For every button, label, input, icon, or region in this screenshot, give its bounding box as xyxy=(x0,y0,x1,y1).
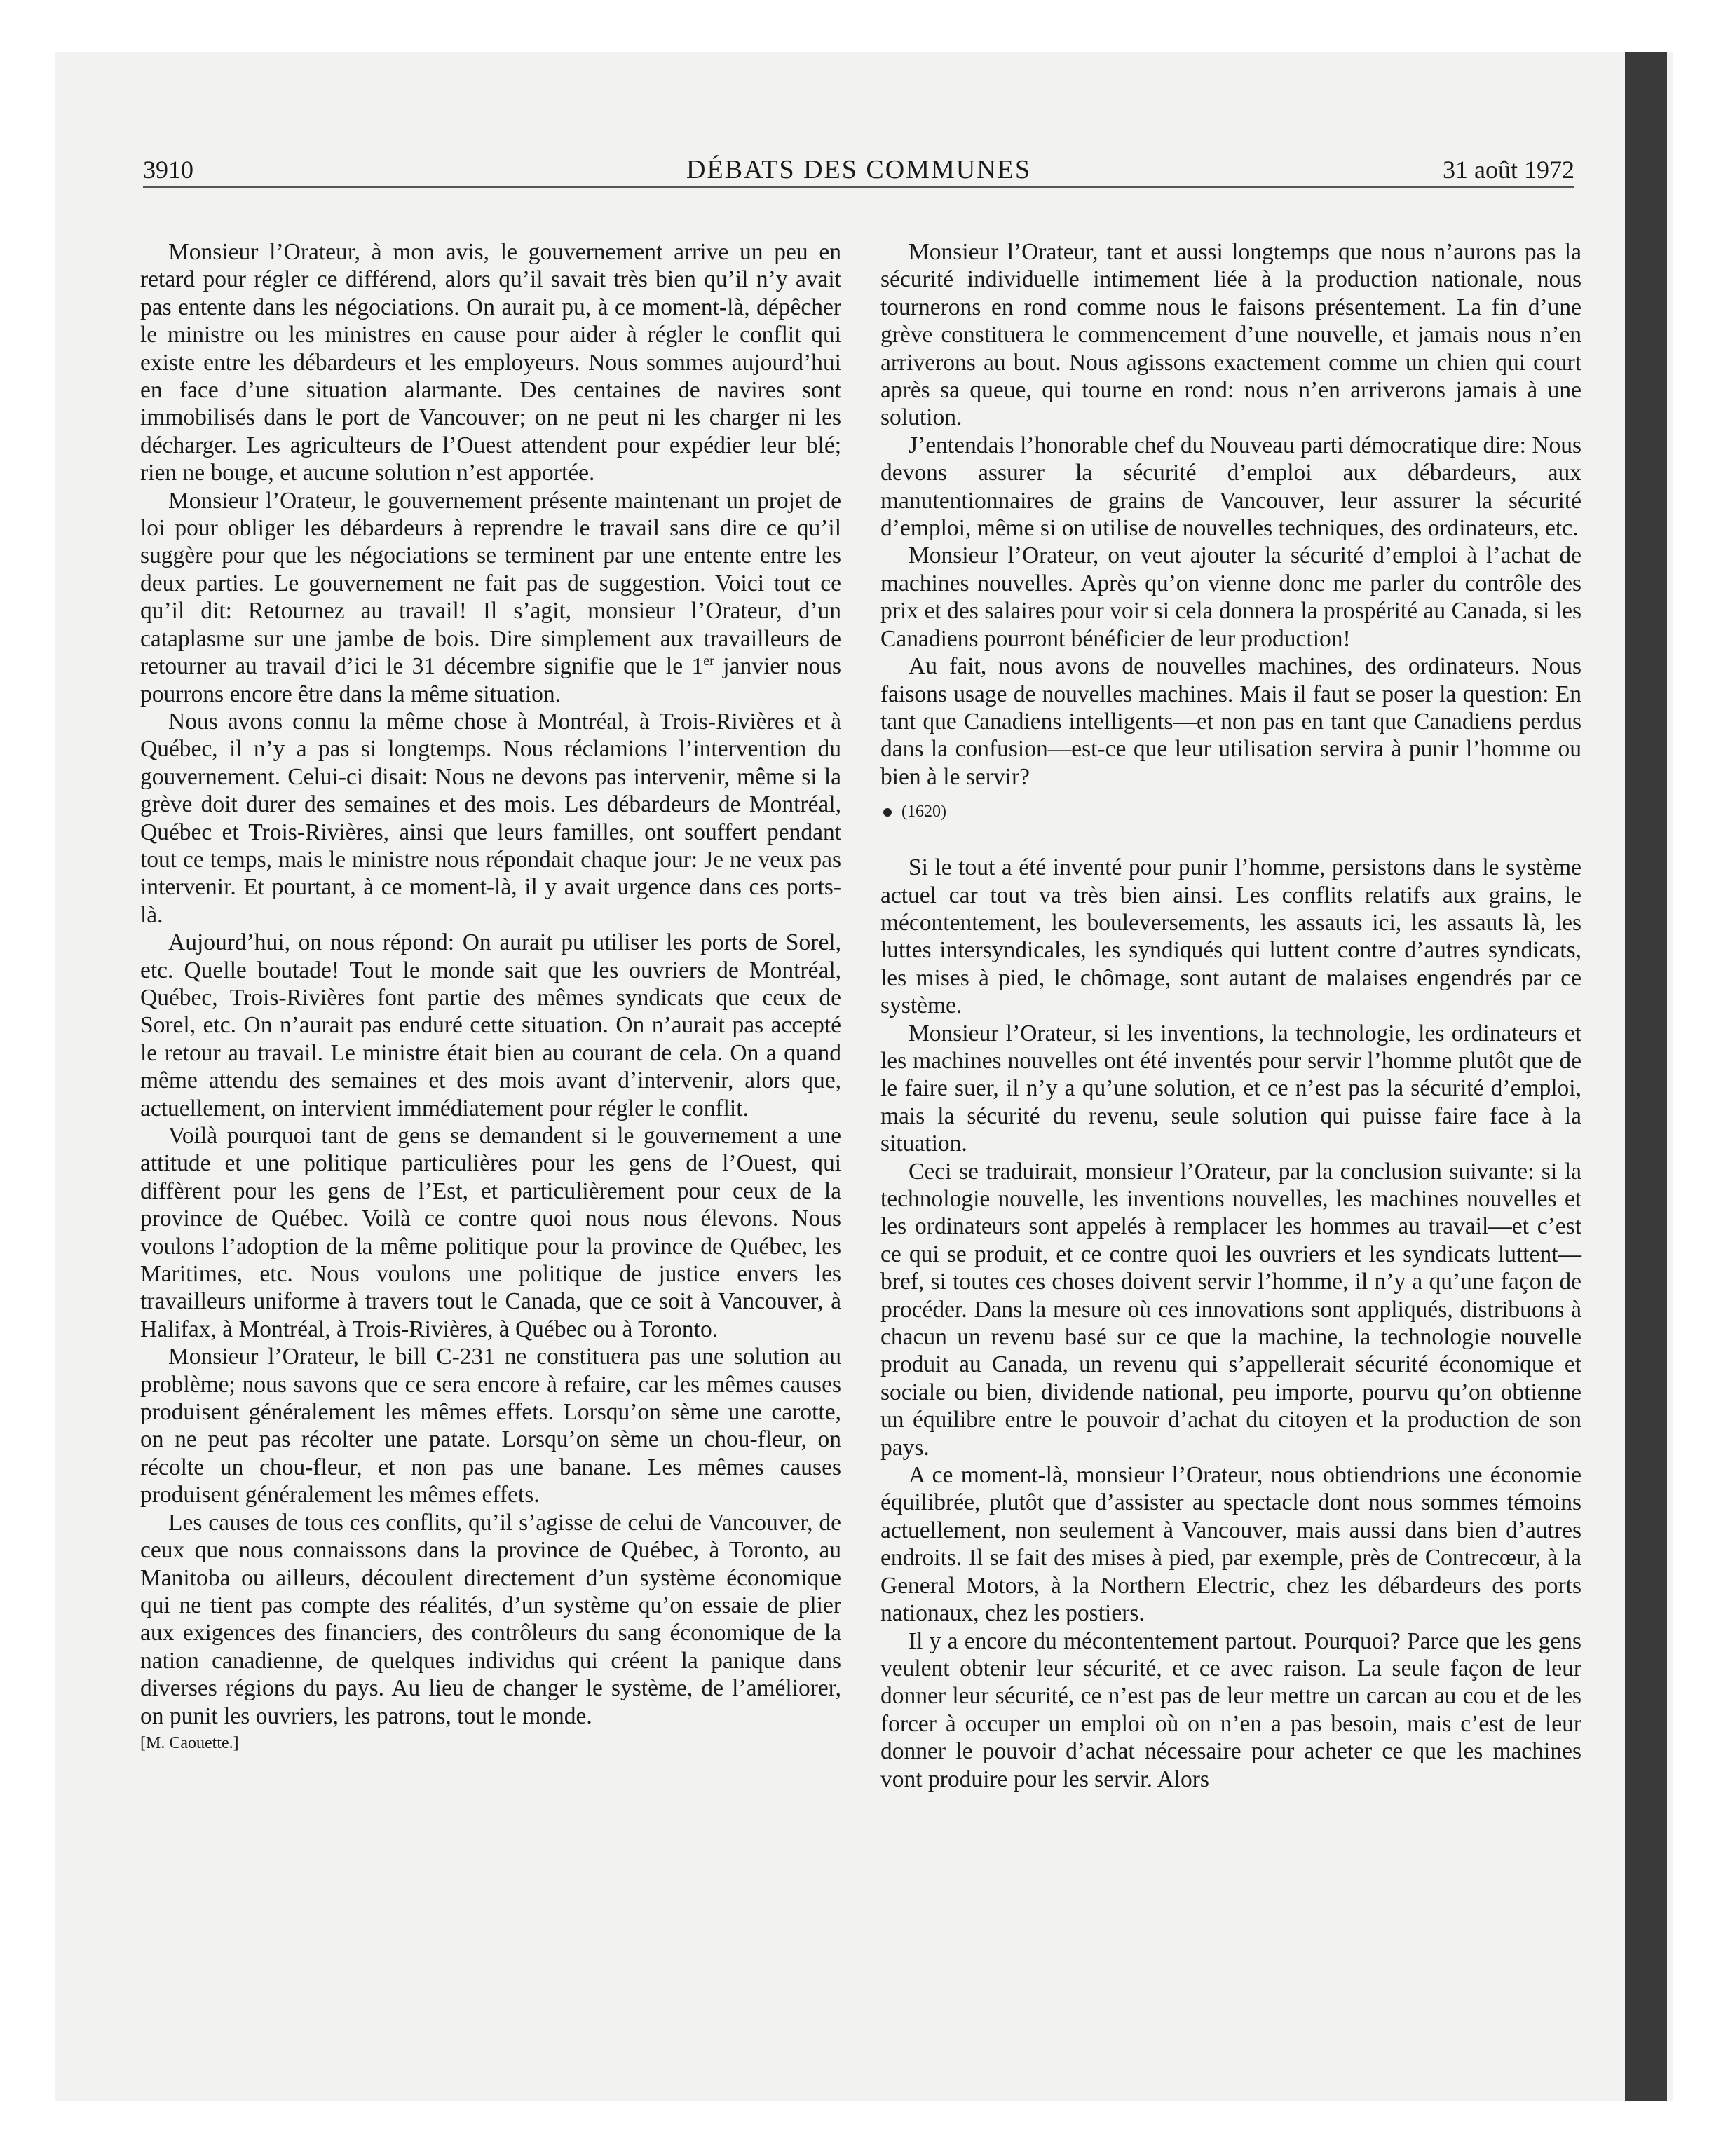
ordinal-superscript: er xyxy=(703,653,714,669)
left-column xyxy=(140,238,841,1757)
speaker-attribution: [M. Caouette.] xyxy=(140,1733,239,1752)
paragraph: A ce moment-là, monsieur l’Orateur, nous obtiendrions une économie équilibrée, plutôt que d’assister au spectacle dont nous sommes témoins actuellement, non seulement à Vancouver, mais aussi dans bien d’autres endroits. Il se fait des mises à pied, par exemple, près de Contrecœur, à la General Motors, à la Northern Electric, chez les débardeurs des ports nationaux, chez les postiers. xyxy=(880,1462,1581,1627)
paragraph: Les causes de tous ces conflits, qu’il s’agisse de celui de Vancouver, de ceux que nous connaissons dans la province de Québec, à Toronto, au Manitoba ou ailleurs, découlent directement d’un système économique qui ne tient pas compte des réalités, d’un système qu’on essaie de plier aux exigences des financiers, des contrôleurs du sang économique de la nation canadienne, de quelques individus qui créent la panique dans diverses régions du pays. Au lieu de changer le système, de l’améliorer, on punit les ouvriers, les patrons, tout le monde. xyxy=(140,1509,841,1729)
paragraph-text: Monsieur l’Orateur, le gouvernement présente maintenant un projet de loi pour obliger les débardeurs à reprendre le travail sans dire ce qu’il suggère pour que les négociations se terminent par une entente entre les deux parties. Le gouvernement ne fait pas de suggestion. Voici tout ce qu’il dit: Retournez au travail! Il s’agit, monsieur l’Orateur, d’un cataplasme sur une jambe de bois. Dire simplement aux travailleurs de retourner au travail d’ici le 31 décembre signifie que le 1 xyxy=(140,487,841,680)
right-column xyxy=(880,238,1581,1793)
page-number: 3910 xyxy=(143,156,193,184)
paragraph: Monsieur l’Orateur, le bill C-231 ne constituera pas une solution au problème; nous savons que ce sera encore à refaire, car les mêmes causes produisent généralement les mêmes effets. Lorsqu’on sème une carotte, on ne peut pas récolter une patate. Lorsqu’on sème un chou-fleur, on récolte un chou-fleur, et non pas une banane. Les mêmes causes produisent généralement les mêmes effets. xyxy=(140,1344,841,1508)
paragraph: Ceci se traduirait, monsieur l’Orateur, par la conclusion suivante: si la technologie nouvelle, les inventions nouvelles, les machines nouvelles et les ordinateurs sont appelés à remplacer les hommes au travail—et c’est ce qui se produit, et ce contre quoi les ouvriers et les syndicats luttent—bref, si toutes ces choses doivent servir l’homme, il n’y a qu’une façon de procéder. Dans la mesure où ces innovations sont appliqués, distribuons à chacun un revenu basé sur ce que la machine, la technologie nouvelle produit au Canada, un revenu qui s’appellerait sécurité économique et sociale ou bien, dividende national, peu importe, pourvu qu’on obtienne un équilibre entre le pouvoir d’achat du citoyen et la production de son pays. xyxy=(880,1158,1581,1461)
paragraph: Il y a encore du mécontentement partout. Pourquoi? Parce que les gens veulent obtenir leur sécurité, et ce avec raison. La seule façon de leur donner leur sécurité, ce n’est pas de leur mettre un carcan au cou et de les forcer à occuper un emploi où on n’en a pas besoin, mais c’est de leur donner le pouvoir d’achat nécessaire pour acheter ce que les machines vont produire pour les servir. Alors xyxy=(880,1628,1581,1792)
page-header xyxy=(143,153,1574,188)
paragraph: Au fait, nous avons de nouvelles machines, des ordinateurs. Nous faisons usage de nouvelles machines. Mais il faut se poser la question: En tant que Canadiens intelligents—et non pas en tant que Canadiens perdus dans la confusion—est-ce que leur utilisation servira à punir l’homme ou bien à le servir? xyxy=(880,653,1581,790)
bullet-icon xyxy=(883,808,892,817)
binding-edge xyxy=(1625,52,1667,2101)
time-marker-label: (1620) xyxy=(901,803,946,821)
publication-title: DÉBATS DES COMMUNES xyxy=(686,155,1031,184)
paragraph: Monsieur l’Orateur, à mon avis, le gouvernement arrive un peu en retard pour régler ce différend, alors qu’il savait très bien qu’il n’y avait pas entente dans les négociations. On aurait pu, à ce moment-là, dépêcher le ministre ou les ministres en cause pour aider à régler le conflit qui existe entre les débardeurs et les employeurs. Nous sommes aujourd’hui en face d’une situation alarmante. Des centaines de navires sont immobilisés dans le port de Vancouver; on ne peut ni les charger ni les décharger. Les agriculteurs de l’Ouest attendent pour expédier leur blé; rien ne bouge, et aucune solution n’est apportée. xyxy=(140,239,841,486)
publication-date: 31 août 1972 xyxy=(1443,156,1574,184)
paragraph: Nous avons connu la même chose à Montréal, à Trois-Rivières et à Québec, il n’y a pas si longtemps. Nous réclamions l’intervention du gouvernement. Celui-ci disait: Nous ne devons pas intervenir, même si la grève doit durer des semaines et des mois. Les débardeurs de Montréal, Québec et Trois-Rivières, ainsi que leurs familles, ont souffert pendant tout ce temps, mais le ministre nous répondait chaque jour: Je ne veux pas intervenir. Et pourtant, à ce moment-là, il y avait urgence dans ces ports-là. xyxy=(140,708,841,928)
paragraph: Voilà pourquoi tant de gens se demandent si le gouvernement a une attitude et une politique particulières pour les gens de l’Ouest, qui diffèrent pour les gens de l’Est, et particulièrement pour ceux de la province de Québec. Voilà ce contre quoi nous nous élevons. Nous voulons l’adoption de la même politique pour la province de Québec, les Maritimes, etc. Nous voulons une politique de justice envers les travailleurs uniforme à travers tout le Canada, que ce soit à Vancouver, à Halifax, à Montréal, à Trois-Rivières, à Québec ou à Toronto. xyxy=(140,1123,841,1342)
paragraph xyxy=(140,487,841,708)
paragraph: J’entendais l’honorable chef du Nouveau parti démocratique dire: Nous devons assurer la sécurité d’emploi aux débardeurs, aux manutentionnaires de grains de Vancouver, leur assurer la sécurité d’emploi, même si on utilise de nouvelles techniques, des ordinateurs, etc. xyxy=(880,432,1582,542)
time-marker xyxy=(880,798,1581,826)
paragraph: Aujourd’hui, on nous répond: On aurait pu utiliser les ports de Sorel, etc. Quelle boutade! Tout le monde sait que les ouvriers de Montréal, Québec, Trois-Rivières font partie des mêmes syndicats que ceux de Sorel, etc. On n’aurait pas enduré cette situation. On n’aurait pas accepté le retour au travail. Le ministre était bien au courant de cela. On a quand même attendu des semaines et des mois avant d’intervenir, alors que, actuellement, on intervient immédiatement pour régler le conflit. xyxy=(140,929,841,1121)
paragraph: Si le tout a été inventé pour punir l’homme, persistons dans le système actuel car tout va très bien ainsi. Les conflits relatifs aux grains, le mécontentement, les bouleversements, les assauts ici, les assauts là, les luttes intersyndicales, les syndiqués qui luttent contre d’autres syndicats, les mises à pied, le chômage, sont autant de malaises engendrés par ce système. xyxy=(880,854,1581,1019)
paragraph: Monsieur l’Orateur, on veut ajouter la sécurité d’emploi à l’achat de machines nouvelles. Après qu’on vienne donc me parler du contrôle des prix et des salaires pour voir si cela donnera la prospérité au Canada, si les Canadiens pourront bénéficier de leur production! xyxy=(880,543,1581,652)
paragraph: Monsieur l’Orateur, tant et aussi longtemps que nous n’aurons pas la sécurité individuelle intimement liée à la production nationale, nous tournerons en rond comme nous le faisons présentement. La fin d’une grève constituera le commencement d’une nouvelle, et jamais nous n’en arriverons au bout. Nous agissons exactement comme un chien qui court après sa queue, qui tourne en rond: nous n’en arriverons jamais à une solution. xyxy=(880,239,1581,431)
paragraph: Monsieur l’Orateur, si les inventions, la technologie, les ordinateurs et les machines nouvelles ont été inventés pour servir l’homme plutôt que de le faire suer, il n’y a qu’une solution, et ce n’est pas la sécurité d’emploi, mais la sécurité du revenu, seule solution qui puisse faire face à la situation. xyxy=(880,1020,1581,1157)
paragraph-text: janvier nous pourrons encore être dans la même situation. xyxy=(140,653,842,707)
